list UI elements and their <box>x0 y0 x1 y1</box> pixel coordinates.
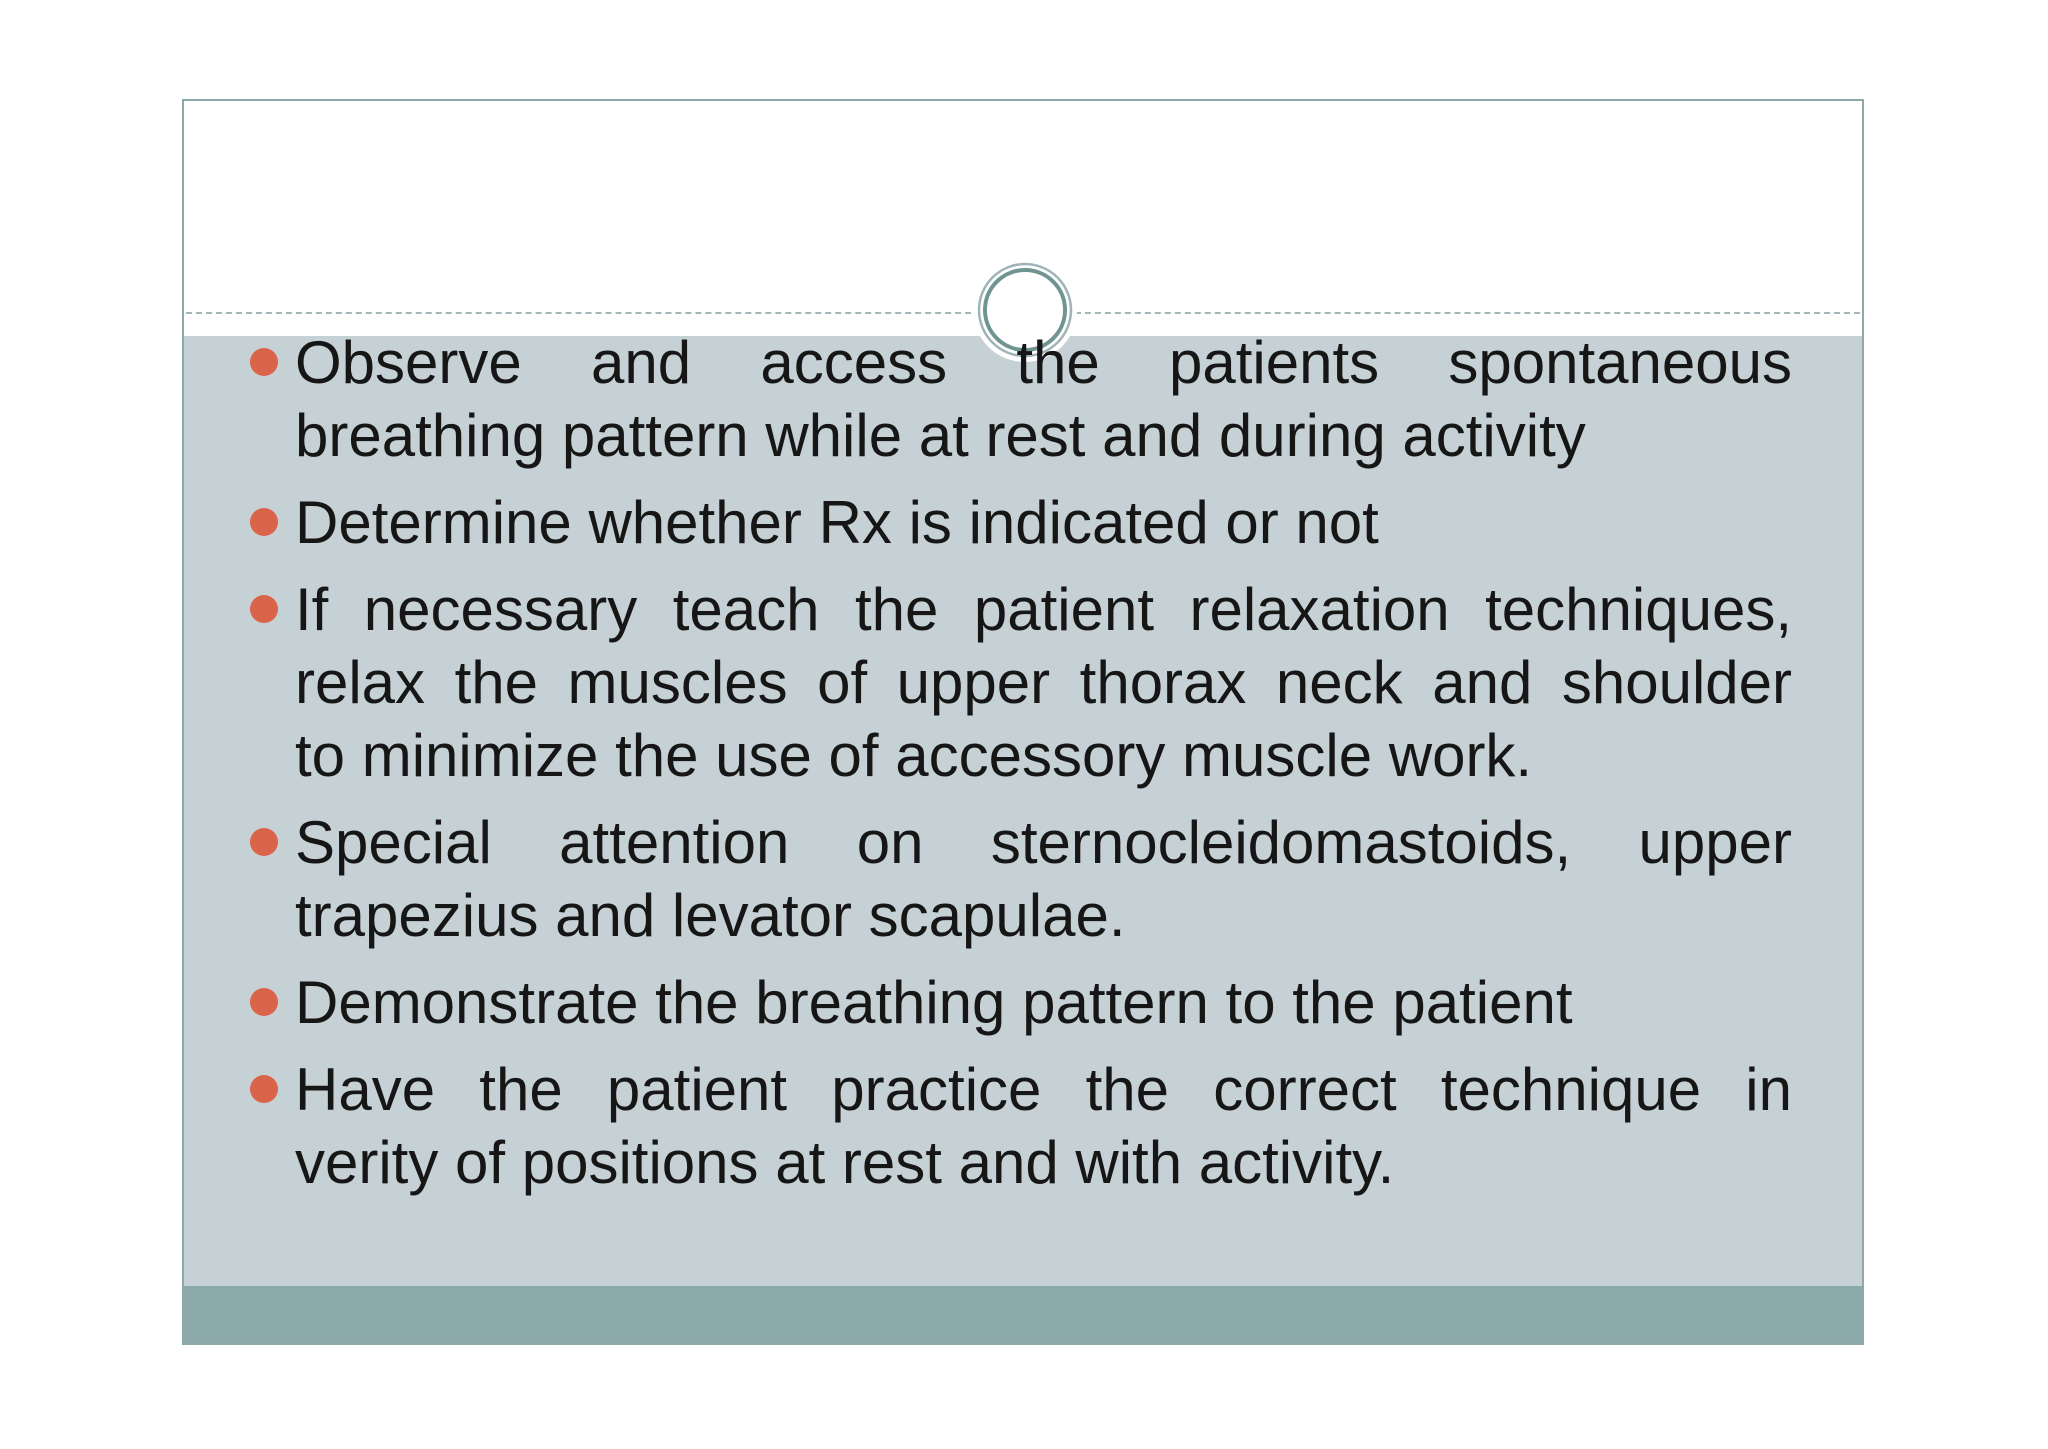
bullet-text-line: Demonstrate the breathing pattern to the patient <box>295 969 1573 1036</box>
bullet-item <box>295 966 1792 1039</box>
bullet-text-line: breathing pattern while at rest and during activity <box>295 402 1586 469</box>
bullet-text-line: relax the muscles of upper thorax neck and shoulder <box>295 649 1792 716</box>
bullet-dot-icon <box>250 1075 278 1103</box>
bullet-text-line: verity of positions at rest and with activity. <box>295 1129 1395 1196</box>
bullet-list <box>295 326 1792 1213</box>
bullet-item <box>295 806 1792 952</box>
bullet-dot-icon <box>250 988 278 1016</box>
bullet-item <box>295 573 1792 792</box>
bullet-text-line: trapezius and levator scapulae. <box>295 882 1126 949</box>
bullet-text-line: Have the patient practice the correct technique in <box>295 1056 1792 1123</box>
bullet-item <box>295 486 1792 559</box>
bullet-dot-icon <box>250 828 278 856</box>
bullet-item <box>295 1053 1792 1199</box>
bullet-text-line: If necessary teach the patient relaxation techniques, <box>295 576 1792 643</box>
bullet-text-line: to minimize the use of accessory muscle work. <box>295 722 1533 789</box>
bullet-text-line: Observe and access the patients spontaneous <box>295 329 1792 396</box>
bullet-dot-icon <box>250 348 278 376</box>
bullet-text-line: Special attention on sternocleidomastoids, upper <box>295 809 1792 876</box>
slide-footer-band <box>184 1286 1862 1343</box>
bullet-item <box>295 326 1792 472</box>
bullet-dot-icon <box>250 508 278 536</box>
bullet-text-line: Determine whether Rx is indicated or not <box>295 489 1379 556</box>
bullet-dot-icon <box>250 595 278 623</box>
